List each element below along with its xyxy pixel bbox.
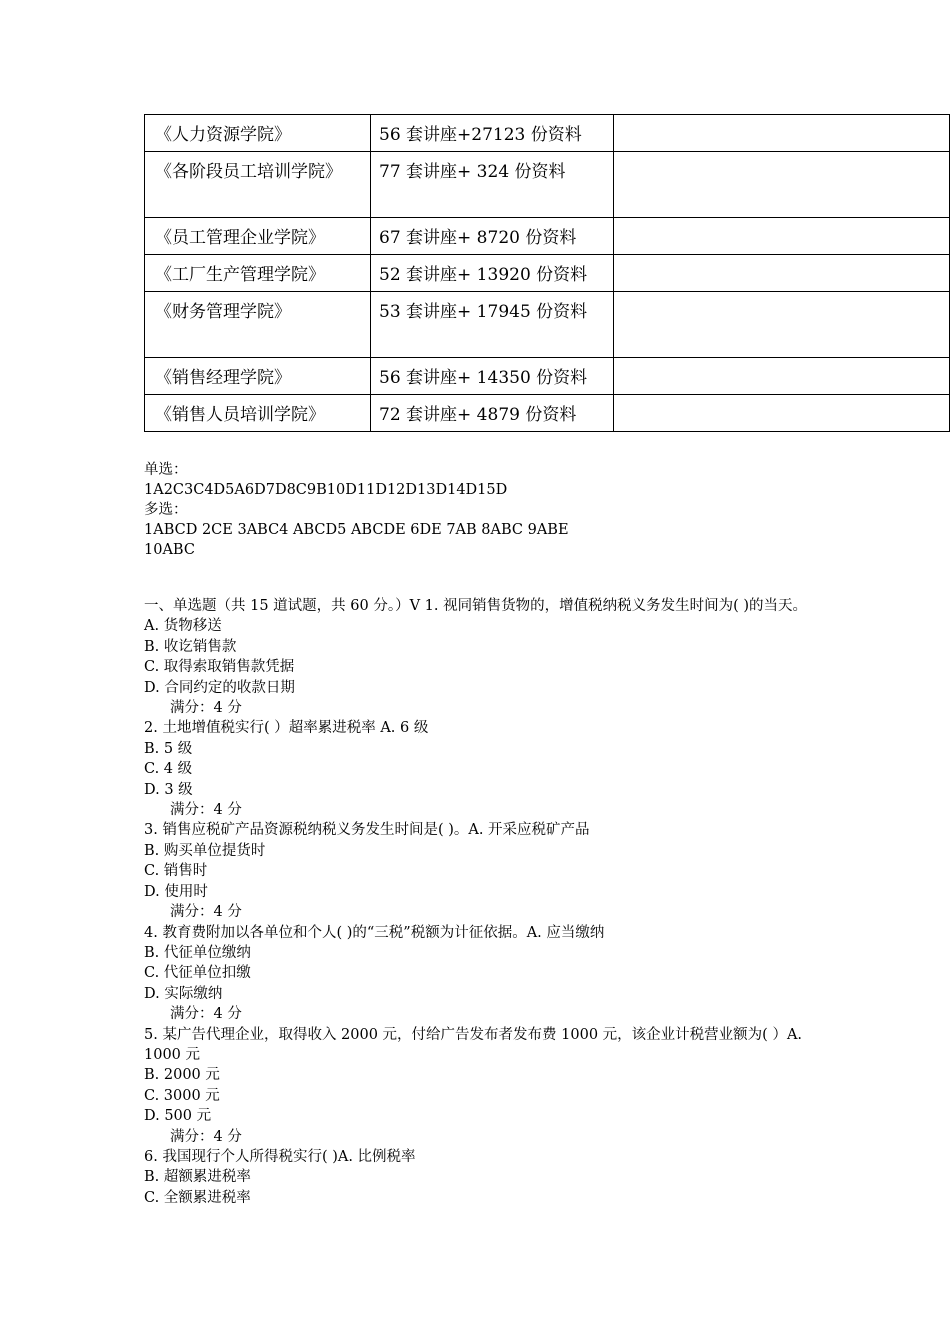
question-option: B. 收讫销售款 (144, 638, 237, 655)
table-cell-content: 53 套讲座+ 17945 份资料 (371, 292, 614, 358)
question-option: D. 使用时 (144, 883, 208, 900)
question-option: D. 合同约定的收款日期 (144, 679, 295, 696)
question-option: C. 取得索取销售款凭据 (144, 659, 295, 676)
single-choice-keys: 1A2C3C4D5A6D7D8C9B10D11D12D13D14D15D (144, 482, 508, 498)
question-stem: 2. 土地增值税实行( ）超率累进税率 A. 6 级 (144, 720, 429, 737)
table-cell-content: 56 套讲座+ 14350 份资料 (371, 358, 614, 395)
question-option: B. 2000 元 (144, 1067, 220, 1084)
score-text: 满分：4 分 (170, 700, 242, 717)
question-option: B. 超额累进税率 (144, 1169, 251, 1186)
question-stem: 3. 销售应税矿产品资源税纳税义务发生时间是( )。A. 开采应税矿产品 (144, 822, 590, 839)
table-cell-empty (614, 358, 950, 395)
question-stem: 4. 教育费附加以各单位和个人( )的“三税”税额为计征依据。A. 应当缴纳 (144, 924, 605, 941)
answer-key (144, 460, 904, 560)
table-cell-content: 52 套讲座+ 13920 份资料 (371, 255, 614, 292)
question-option: C. 代征单位扣缴 (144, 965, 251, 982)
table-cell-content: 67 套讲座+ 8720 份资料 (371, 218, 614, 255)
table-cell-empty (614, 292, 950, 358)
table-cell-content: 56 套讲座+27123 份资料 (371, 115, 614, 152)
question-option: C. 销售时 (144, 863, 208, 880)
table-cell-name: 《工厂生产管理学院》 (145, 255, 371, 292)
question-list (144, 596, 814, 1208)
section-header: 一、单选题（共 15 道试题，共 60 分。）V 1. 视同销售货物的，增值税纳税义务发生时间为( )的当天。A. 货物移送 (144, 598, 808, 635)
score-text: 满分：4 分 (170, 802, 242, 819)
question-option: C. 全额累进税率 (144, 1189, 251, 1206)
multi-choice-keys-line: 10ABC (144, 542, 195, 558)
score-text: 满分：4 分 (170, 1128, 242, 1145)
table-cell-empty (614, 395, 950, 432)
table-cell-empty (614, 255, 950, 292)
question-option: D. 3 级 (144, 781, 193, 798)
score-text: 满分：4 分 (170, 1006, 242, 1023)
single-choice-label: 单选： (144, 462, 188, 478)
question-stem: 5. 某广告代理企业，取得收入 2000 元，付给广告发布者发布费 1000 元，该企业计税营业额为( ）A. 1000 元 (144, 1026, 803, 1063)
question-option: B. 代征单位缴纳 (144, 944, 251, 961)
question-option: D. 实际缴纳 (144, 985, 223, 1002)
multi-choice-keys-line: 1ABCD 2CE 3ABC4 ABCD5 ABCDE 6DE 7AB 8ABC 9ABE (144, 522, 569, 538)
question-option: C. 4 级 (144, 761, 193, 778)
table-cell-name: 《各阶段员工培训学院》 (145, 152, 371, 218)
table-row (145, 358, 950, 395)
question-option: C. 3000 元 (144, 1087, 220, 1104)
table-cell-name: 《销售经理学院》 (145, 358, 371, 395)
table-row (145, 255, 950, 292)
multi-choice-label: 多选： (144, 502, 188, 518)
table-cell-name: 《销售人员培训学院》 (145, 395, 371, 432)
table-row (145, 152, 950, 218)
question-option: B. 5 级 (144, 740, 193, 757)
table-cell-empty (614, 218, 950, 255)
question-option: B. 购买单位提货时 (144, 842, 266, 859)
table-cell-empty (614, 115, 950, 152)
table-row (145, 395, 950, 432)
score-text: 满分：4 分 (170, 904, 242, 921)
table-cell-name: 《人力资源学院》 (145, 115, 371, 152)
table-row (145, 115, 950, 152)
table-cell-content: 72 套讲座+ 4879 份资料 (371, 395, 614, 432)
question-option: D. 500 元 (144, 1108, 212, 1125)
table-row (145, 292, 950, 358)
table-cell-name: 《财务管理学院》 (145, 292, 371, 358)
resource-table (144, 114, 950, 432)
table-row (145, 218, 950, 255)
question-stem: 6. 我国现行个人所得税实行( )A. 比例税率 (144, 1148, 416, 1165)
table-cell-empty (614, 152, 950, 218)
table-cell-name: 《员工管理企业学院》 (145, 218, 371, 255)
table-cell-content: 77 套讲座+ 324 份资料 (371, 152, 614, 218)
